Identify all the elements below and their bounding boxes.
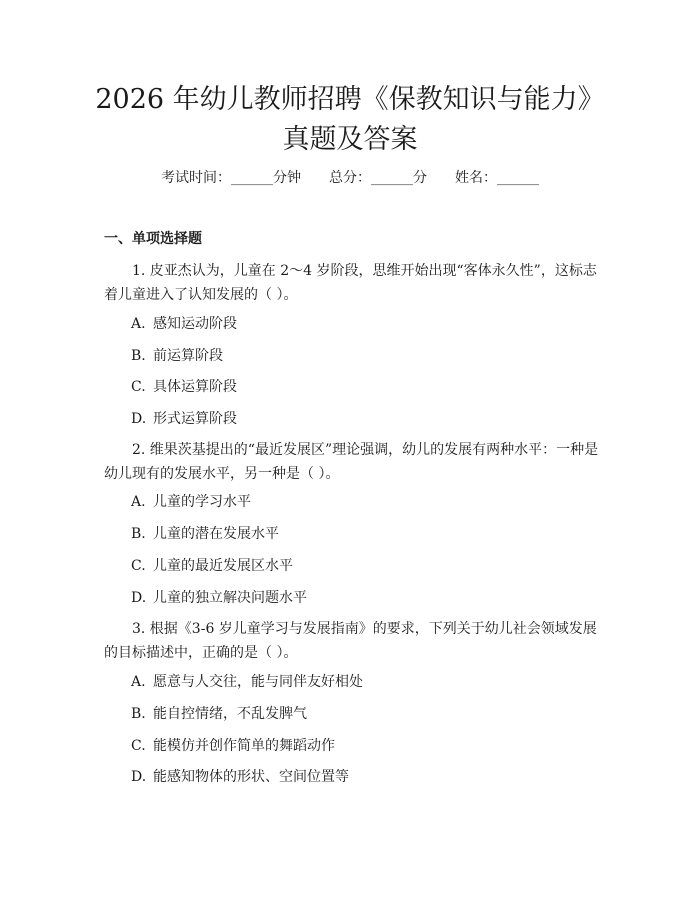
option-text: 儿童的学习水平 — [153, 494, 251, 510]
option-text: 儿童的最近发展区水平 — [153, 558, 293, 574]
option-item — [131, 704, 307, 724]
option-letter: C. — [131, 558, 146, 574]
option-text: 前运算阶段 — [153, 348, 223, 364]
option-text: 儿童的潜在发展水平 — [153, 526, 279, 542]
page-title: 2026 年幼儿教师招聘《保教知识与能力》真题及答案 — [95, 84, 605, 155]
option-letter: A. — [131, 674, 146, 690]
option-text: 能模仿并创作简单的舞蹈动作 — [153, 738, 335, 754]
option-item — [131, 377, 237, 397]
option-text: 具体运算阶段 — [153, 379, 237, 395]
option-letter: B. — [131, 706, 146, 722]
question-stem: 3. 根据《3-6 岁儿童学习与发展指南》的要求，下列关于幼儿社会领域发展的目标描述中，正确的是（ ）。 — [104, 621, 597, 661]
option-item — [131, 556, 293, 576]
exam-meta — [0, 168, 700, 188]
option-letter: B. — [131, 526, 146, 542]
exam-time-label: 考试时间：______分钟 — [161, 170, 301, 186]
option-letter: C. — [131, 738, 146, 754]
section-heading: 一、单项选择题 — [104, 231, 202, 247]
option-item — [131, 672, 363, 692]
option-text: 感知运动阶段 — [153, 316, 237, 332]
option-letter: D. — [131, 411, 147, 427]
option-item — [131, 492, 251, 512]
option-text: 愿意与人交往，能与同伴友好相处 — [153, 674, 363, 690]
option-item — [131, 409, 237, 429]
exam-name-label: 姓名：______ — [455, 170, 539, 186]
option-letter: C. — [131, 379, 146, 395]
option-item — [131, 524, 279, 544]
option-text: 能感知物体的形状、空间位置等 — [153, 769, 349, 785]
option-text: 形式运算阶段 — [153, 411, 237, 427]
option-item — [131, 736, 335, 756]
option-letter: B. — [131, 348, 146, 364]
question-stem: 1. 皮亚杰认为，儿童在 2～4 岁阶段，思维开始出现“客体永久性”，这标志着儿童进入了认知发展的（ ）。 — [104, 263, 597, 303]
exam-score-label: 总分：______分 — [329, 170, 427, 186]
option-letter: A. — [131, 316, 146, 332]
option-letter: A. — [131, 494, 146, 510]
question-stem: 2. 维果茨基提出的“最近发展区”理论强调，幼儿的发展有两种水平：一种是幼儿现有的发展水平，另一种是（ ）。 — [104, 442, 599, 482]
option-letter: D. — [131, 590, 147, 606]
option-item — [131, 588, 307, 608]
option-text: 儿童的独立解决问题水平 — [153, 590, 307, 606]
option-text: 能自控情绪，不乱发脾气 — [153, 706, 307, 722]
option-item — [131, 314, 237, 334]
option-item — [131, 767, 349, 787]
option-letter: D. — [131, 769, 147, 785]
option-item — [131, 346, 223, 366]
